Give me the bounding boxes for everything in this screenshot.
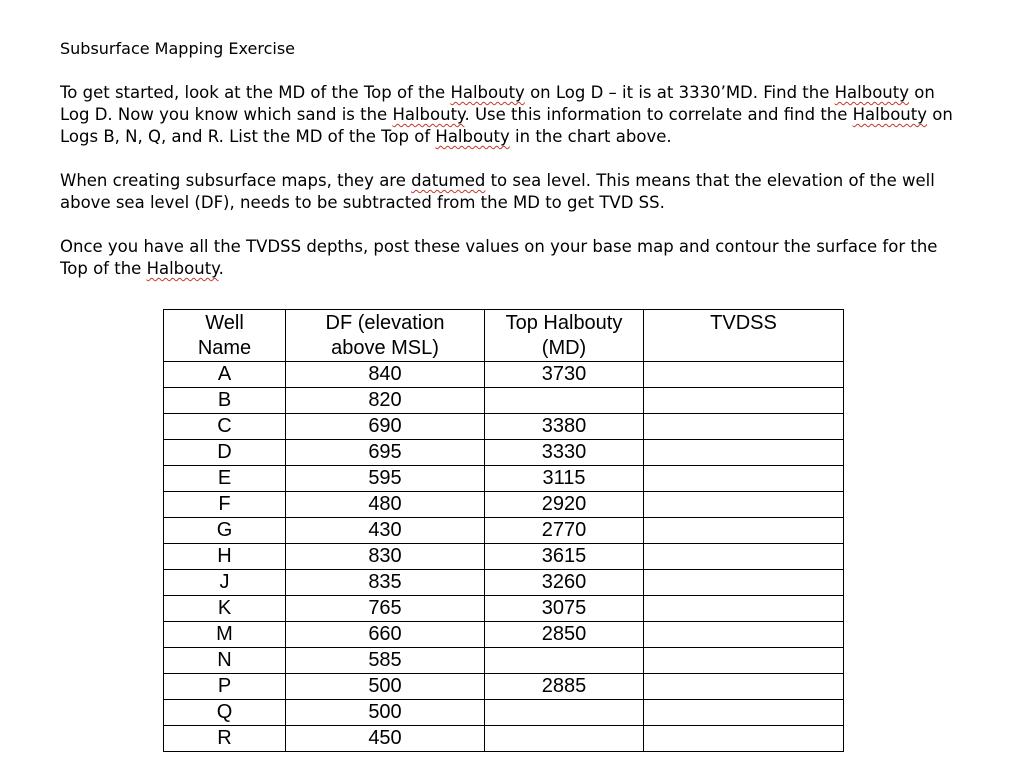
spellcheck-word: Halbouty	[392, 105, 465, 124]
df-cell: 450	[286, 726, 485, 752]
tvdss-cell	[644, 518, 844, 544]
tvdss-cell	[644, 700, 844, 726]
df-cell: 820	[286, 388, 485, 414]
tvdss-cell	[644, 492, 844, 518]
well-name-cell: M	[164, 622, 286, 648]
spellcheck-word: datumed	[411, 171, 486, 190]
tvdss-cell	[644, 466, 844, 492]
df-cell: 765	[286, 596, 485, 622]
table-row	[164, 492, 844, 518]
instructions-paragraph-1: To get started, look at the MD of the Top of the Halbouty on Log D – it is at 3330’MD. Find the Halbouty on Log D. Now you know which sand is the Halbouty. Use this information to correlate and find the Halbouty on Logs B, N, Q, and R. List the MD of the Top of Halbouty in the chart above.	[60, 83, 953, 146]
tvdss-cell	[644, 596, 844, 622]
df-cell: 690	[286, 414, 485, 440]
top-md-cell: 2770	[485, 518, 644, 544]
tvdss-cell	[644, 440, 844, 466]
table-row	[164, 388, 844, 414]
well-name-cell: E	[164, 466, 286, 492]
tvdss-cell	[644, 726, 844, 752]
tvdss-cell	[644, 622, 844, 648]
table-row	[164, 466, 844, 492]
df-cell: 500	[286, 674, 485, 700]
document-body	[60, 38, 960, 302]
spellcheck-word: Halbouty	[834, 83, 909, 102]
df-cell: 835	[286, 570, 485, 596]
spellcheck-word: Halbouty	[852, 105, 928, 124]
df-cell: 430	[286, 518, 485, 544]
df-cell: 660	[286, 622, 485, 648]
well-name-cell: H	[164, 544, 286, 570]
table-row	[164, 570, 844, 596]
spellcheck-word: Halbouty	[450, 83, 525, 102]
well-name-cell: B	[164, 388, 286, 414]
table-row	[164, 440, 844, 466]
well-name-cell: N	[164, 648, 286, 674]
spellcheck-word: Halbouty	[146, 259, 219, 278]
header-well-name: Well Name	[164, 310, 286, 362]
table-row	[164, 726, 844, 752]
tvdss-cell	[644, 674, 844, 700]
top-md-cell	[485, 648, 644, 674]
well-name-cell: G	[164, 518, 286, 544]
top-md-cell	[485, 388, 644, 414]
df-cell: 595	[286, 466, 485, 492]
instructions-paragraph-2: When creating subsurface maps, they are datumed to sea level. This means that the elevation of the well above sea level (DF), needs to be subtracted from the MD to get TVD SS.	[60, 171, 935, 212]
table-row	[164, 674, 844, 700]
top-md-cell: 3615	[485, 544, 644, 570]
well-name-cell: F	[164, 492, 286, 518]
top-md-cell	[485, 726, 644, 752]
df-cell: 830	[286, 544, 485, 570]
tvdss-cell	[644, 648, 844, 674]
top-md-cell: 2850	[485, 622, 644, 648]
tvdss-cell	[644, 362, 844, 388]
top-md-cell: 3075	[485, 596, 644, 622]
df-cell: 840	[286, 362, 485, 388]
header-top-halbouty: Top Halbouty (MD)	[485, 310, 644, 362]
header-tvdss: TVDSS	[644, 310, 844, 362]
top-md-cell: 2920	[485, 492, 644, 518]
top-md-cell: 3730	[485, 362, 644, 388]
df-cell: 695	[286, 440, 485, 466]
well-name-cell: R	[164, 726, 286, 752]
tvdss-cell	[644, 544, 844, 570]
page-title: Subsurface Mapping Exercise	[60, 39, 295, 58]
well-name-cell: A	[164, 362, 286, 388]
top-md-cell: 3330	[485, 440, 644, 466]
header-df-elevation: DF (elevation above MSL)	[286, 310, 485, 362]
table-header-row	[164, 310, 844, 362]
instructions-paragraph-3: Once you have all the TVDSS depths, post these values on your base map and contour the surface for the Top of the Halbouty.	[60, 237, 938, 278]
well-name-cell: D	[164, 440, 286, 466]
table-row	[164, 362, 844, 388]
top-md-cell: 2885	[485, 674, 644, 700]
df-cell: 480	[286, 492, 485, 518]
spellcheck-word: Halbouty	[435, 127, 510, 146]
table-row	[164, 700, 844, 726]
tvdss-cell	[644, 570, 844, 596]
well-name-cell: P	[164, 674, 286, 700]
top-md-cell	[485, 700, 644, 726]
table-row	[164, 622, 844, 648]
table-row	[164, 596, 844, 622]
tvdss-cell	[644, 388, 844, 414]
top-md-cell: 3115	[485, 466, 644, 492]
top-md-cell: 3260	[485, 570, 644, 596]
well-data-table	[163, 309, 844, 752]
top-md-cell: 3380	[485, 414, 644, 440]
table-row	[164, 544, 844, 570]
tvdss-cell	[644, 414, 844, 440]
df-cell: 500	[286, 700, 485, 726]
table-row	[164, 414, 844, 440]
well-name-cell: C	[164, 414, 286, 440]
table-row	[164, 518, 844, 544]
table-row	[164, 648, 844, 674]
well-name-cell: K	[164, 596, 286, 622]
well-name-cell: J	[164, 570, 286, 596]
well-name-cell: Q	[164, 700, 286, 726]
df-cell: 585	[286, 648, 485, 674]
